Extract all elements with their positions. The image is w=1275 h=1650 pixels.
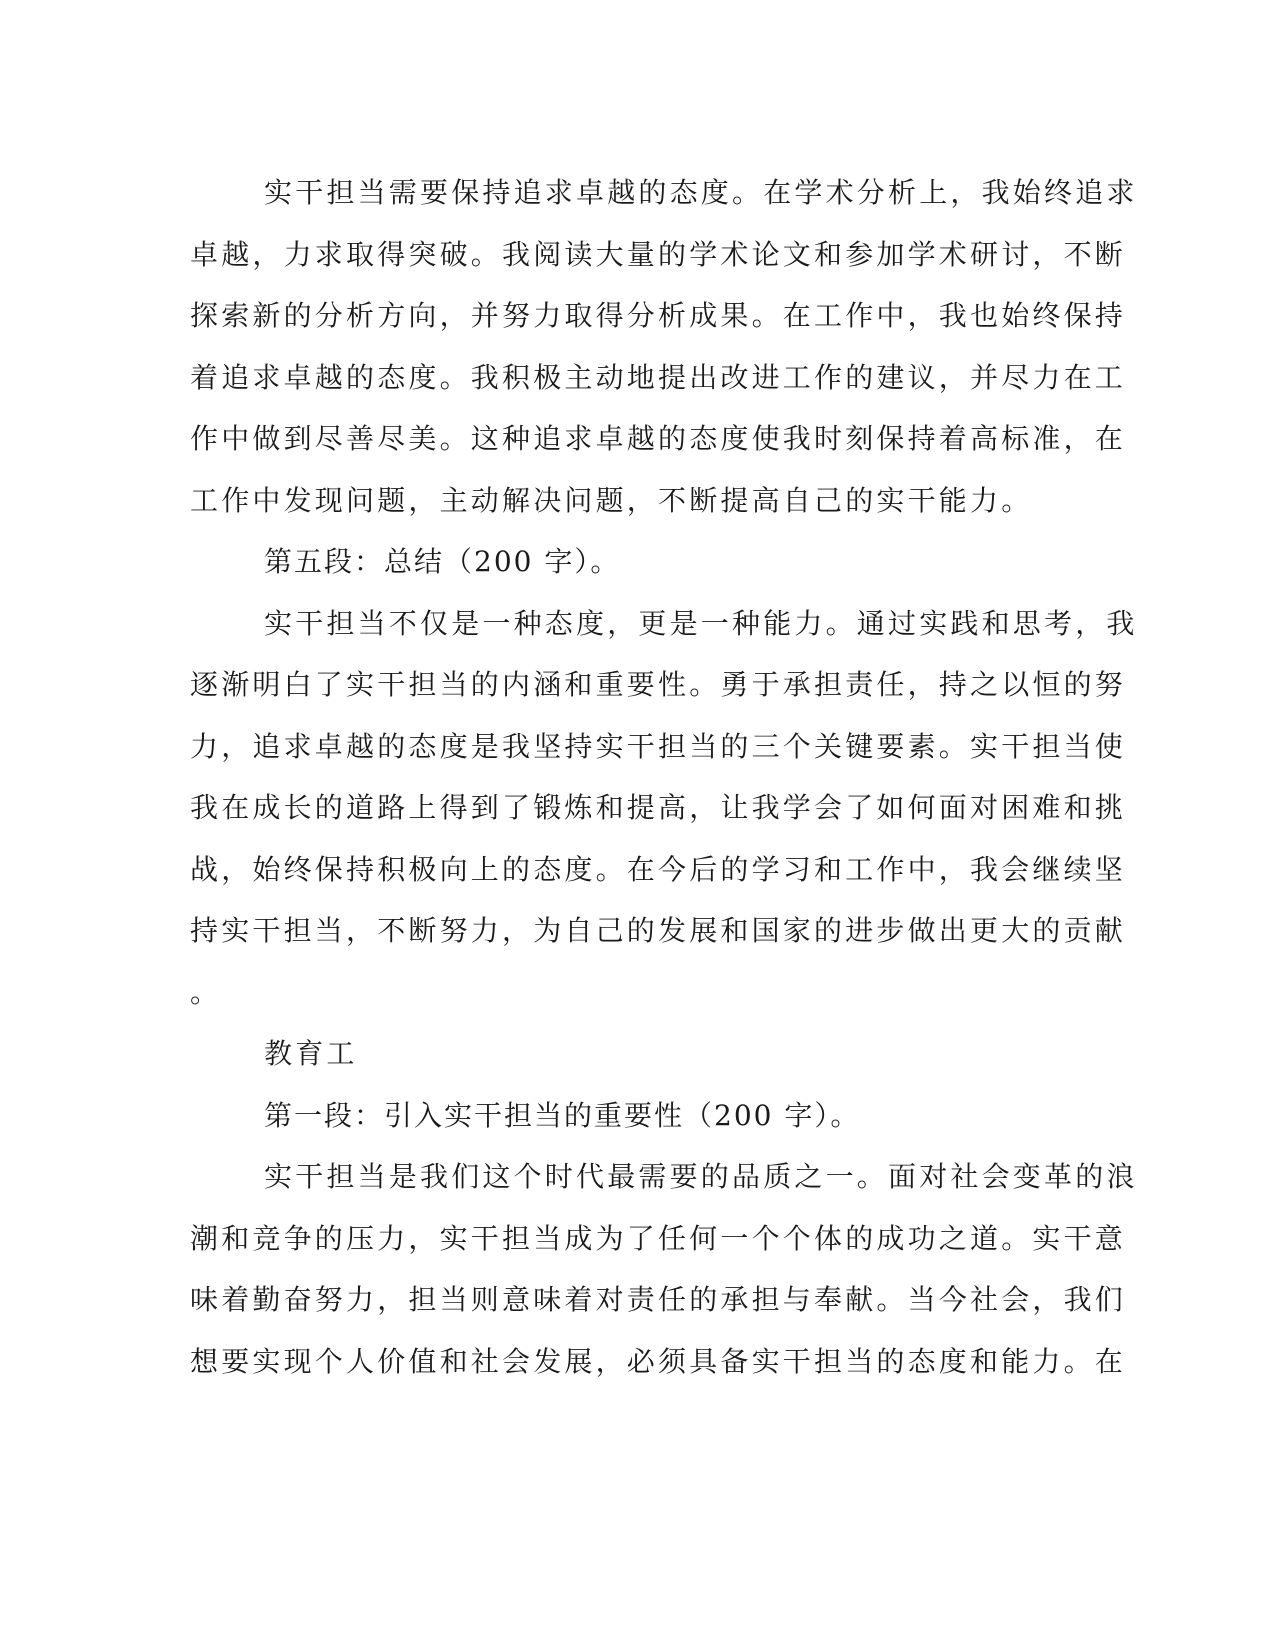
paragraph-line: 。	[190, 975, 222, 1009]
paragraph-line: 实干担当需要保持追求卓越的态度。在学术分析上，我始终追求	[264, 176, 1138, 209]
paragraph-line: 实干担当不仅是一种态度，更是一种能力。通过实践和思考，我	[264, 606, 1138, 640]
paragraph-line: 卓越，力求取得突破。我阅读大量的学术论文和参加学术研讨，不断	[190, 237, 1127, 271]
paragraph-line: 持实干担当，不断努力，为自己的发展和国家的进步做出更大的贡献	[190, 914, 1127, 947]
section-heading: 第五段：总结（200 字）。	[264, 545, 621, 578]
paragraph-line: 着追求卓越的态度。我积极主动地提出改进工作的建议，并尽力在工	[190, 360, 1127, 394]
paragraph-line: 作中做到尽善尽美。这种追求卓越的态度使我时刻保持着高标准，在	[190, 422, 1127, 455]
document-body	[190, 162, 1138, 1392]
paragraph-line: 探索新的分析方向，并努力取得分析成果。在工作中，我也始终保持	[190, 299, 1127, 332]
paragraph-line: 实干担当是我们这个时代最需要的品质之一。面对社会变革的浪	[264, 1160, 1138, 1193]
paragraph-line: 力，追求卓越的态度是我坚持实干担当的三个关键要素。实干担当使	[190, 729, 1127, 763]
paragraph-line: 我在成长的道路上得到了锻炼和提高，让我学会了如何面对困难和挑	[190, 791, 1127, 824]
section-heading: 第一段：引入实干担当的重要性（200 字）。	[264, 1098, 861, 1132]
paragraph-line: 工作中发现问题，主动解决问题，不断提高自己的实干能力。	[190, 483, 1033, 517]
paragraph-line: 潮和竞争的压力，实干担当成为了任何一个个体的成功之道。实干意	[190, 1221, 1127, 1255]
paragraph-line: 味着勤奋努力，担当则意味着对责任的承担与奉献。当今社会，我们	[190, 1283, 1127, 1316]
paragraph-line: 战，始终保持积极向上的态度。在今后的学习和工作中，我会继续坚	[190, 852, 1127, 886]
paragraph-line: 逐渐明白了实干担当的内涵和重要性。勇于承担责任，持之以恒的努	[190, 668, 1127, 701]
section-title: 教育工	[264, 1037, 358, 1070]
paragraph-line: 想要实现个人价值和社会发展，必须具备实干担当的态度和能力。在	[190, 1344, 1127, 1378]
